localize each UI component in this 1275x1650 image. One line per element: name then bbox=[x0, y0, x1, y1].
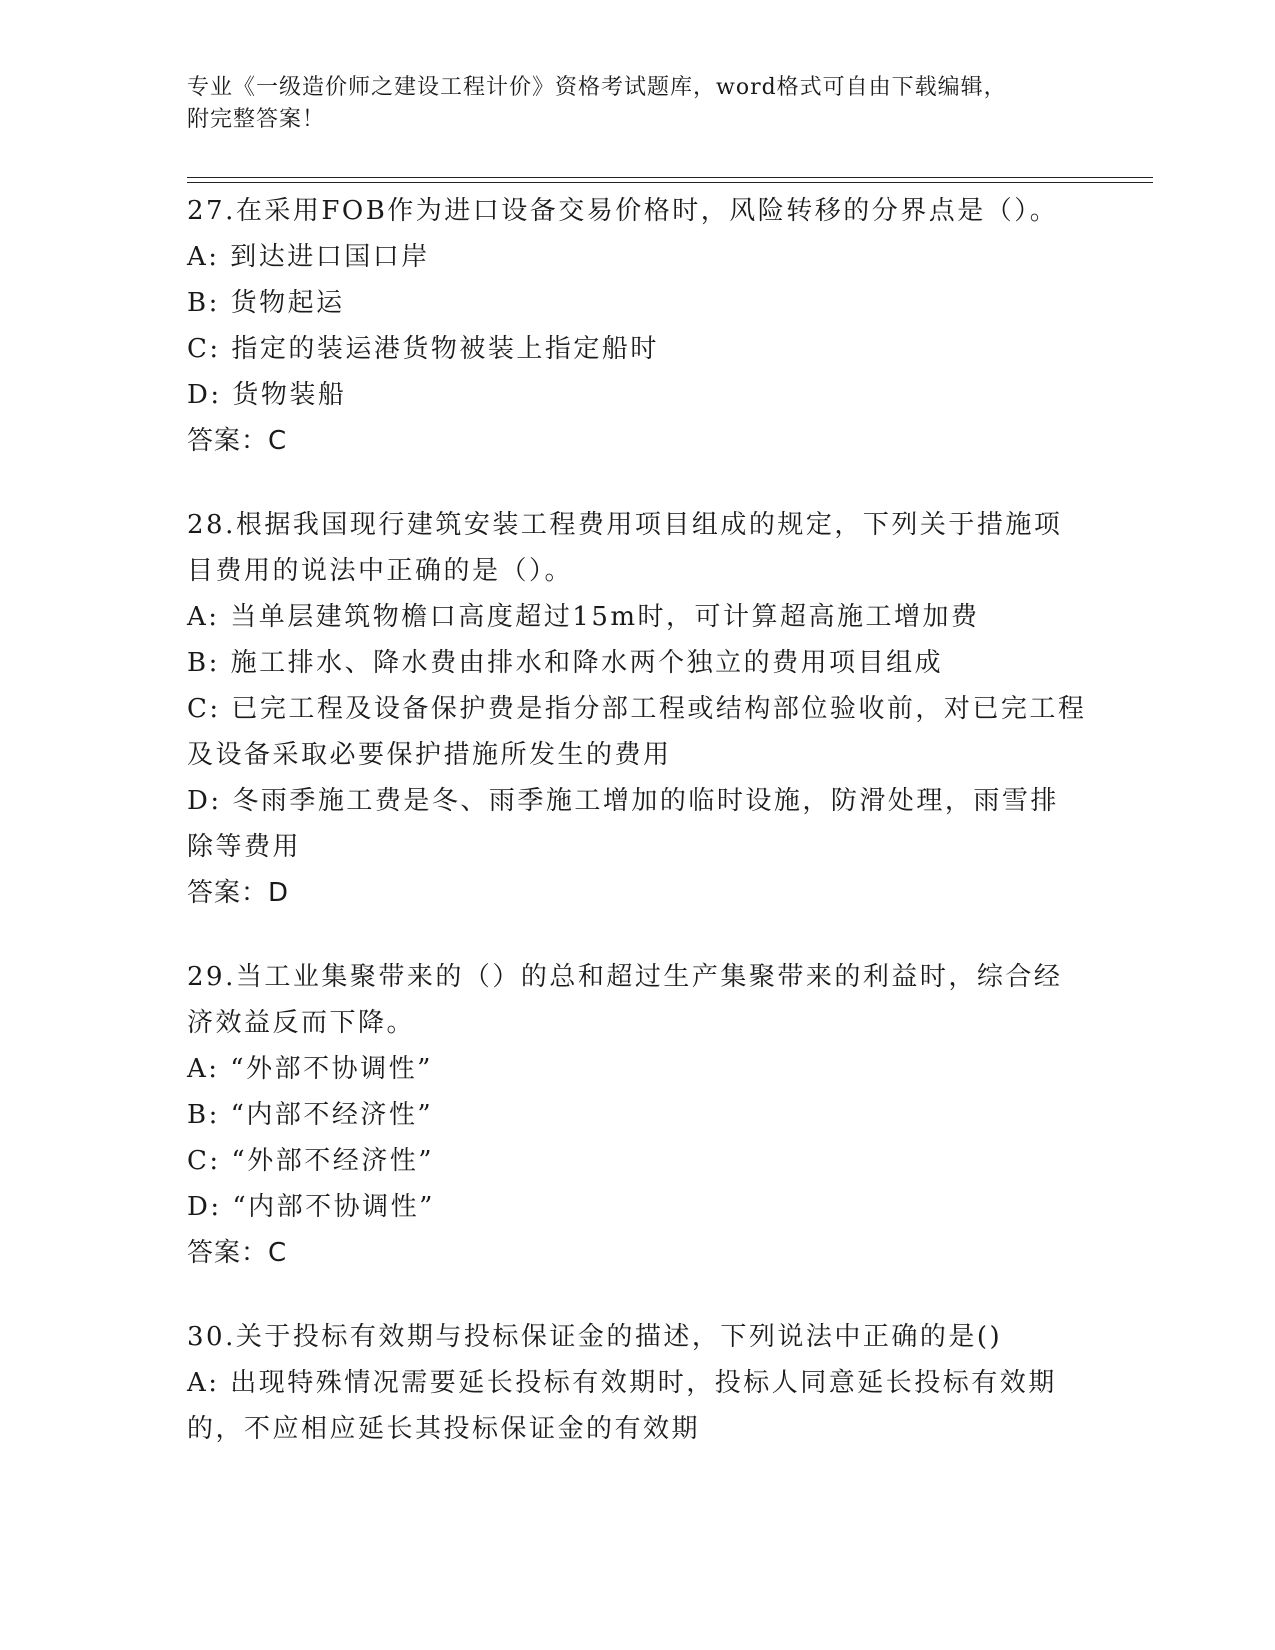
question-stem: 30.关于投标有效期与投标保证金的描述，下列说法中正确的是() bbox=[187, 1322, 1003, 1352]
option-d: D: 货物装船 bbox=[187, 380, 347, 410]
question-stem: 27.在采用FOB作为进口设备交易价格时，风险转移的分界点是（）。 bbox=[187, 196, 1059, 226]
header-divider-top bbox=[187, 177, 1153, 178]
answer: 答案：C bbox=[187, 1238, 288, 1268]
option-b: B: 施工排水、降水费由排水和降水两个独立的费用项目组成 bbox=[187, 648, 944, 678]
question-29 bbox=[187, 954, 1087, 1276]
option-b: B: “内部不经济性” bbox=[187, 1100, 434, 1130]
option-b: B: 货物起运 bbox=[187, 288, 345, 318]
question-stem: 28.根据我国现行建筑安装工程费用项目组成的规定，下列关于措施项目费用的说法中正确的是（）。 bbox=[187, 510, 1063, 586]
option-d: D: “内部不协调性” bbox=[187, 1192, 435, 1222]
question-stem: 29.当工业集聚带来的（）的总和超过生产集聚带来的利益时，综合经济效益反而下降。 bbox=[187, 962, 1063, 1038]
option-c: C: 已完工程及设备保护费是指分部工程或结构部位验收前，对已完工程及设备采取必要保护措施所发生的费用 bbox=[187, 694, 1087, 770]
header-divider-bottom bbox=[187, 182, 1153, 183]
header-line-2: 附完整答案！ bbox=[187, 107, 326, 132]
document-header bbox=[187, 72, 1067, 136]
option-a: A: 到达进口国口岸 bbox=[187, 242, 430, 272]
option-a: A: “外部不协调性” bbox=[187, 1054, 433, 1084]
answer: 答案：C bbox=[187, 426, 288, 456]
answer: 答案：D bbox=[187, 878, 290, 908]
option-a: A: 出现特殊情况需要延长投标有效期时，投标人同意延长投标有效期的，不应相应延长其投标保证金的有效期 bbox=[187, 1368, 1057, 1444]
option-c: C: 指定的装运港货物被装上指定船时 bbox=[187, 334, 659, 364]
question-28 bbox=[187, 502, 1087, 916]
question-list bbox=[187, 188, 1087, 1490]
question-30 bbox=[187, 1314, 1087, 1452]
option-d: D: 冬雨季施工费是冬、雨季施工增加的临时设施，防滑处理，雨雪排除等费用 bbox=[187, 786, 1059, 862]
question-27 bbox=[187, 188, 1087, 464]
option-a: A: 当单层建筑物檐口高度超过15m时，可计算超高施工增加费 bbox=[187, 602, 980, 632]
option-c: C: “外部不经济性” bbox=[187, 1146, 435, 1176]
header-line-1: 专业《一级造价师之建设工程计价》资格考试题库，word格式可自由下载编辑， bbox=[187, 75, 1007, 100]
